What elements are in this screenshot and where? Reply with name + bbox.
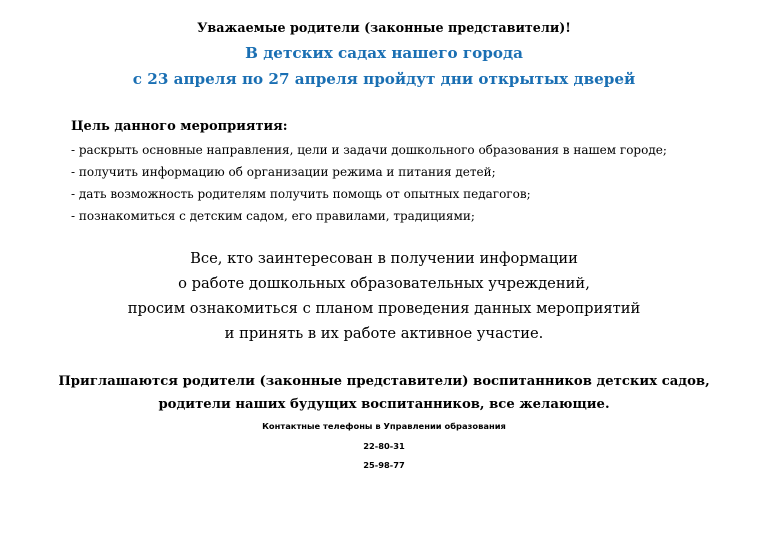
info-paragraph-line: и принять в их работе активное участие. — [224, 325, 544, 342]
contact-phone: 22-80-31 — [363, 441, 405, 451]
salutation-heading: Уважаемые родители (законные представители)! — [197, 20, 571, 35]
goal-title: Цель данного мероприятия: — [71, 119, 288, 134]
goal-list-item: - познакомиться с детским садом, его правилами, традициями; — [71, 209, 475, 223]
invitation-line: родители наших будущих воспитанников, все желающие. — [158, 397, 610, 412]
info-paragraph-line: Все, кто заинтересован в получении информации — [190, 250, 578, 267]
contacts-title: Контактные телефоны в Управлении образования — [262, 421, 506, 431]
goal-list-item: - дать возможность родителям получить помощь от опытных педагогов; — [71, 187, 531, 201]
contact-phone: 25-98-77 — [363, 460, 405, 470]
goal-list-item: - получить информацию об организации режима и питания детей; — [71, 165, 496, 179]
goal-list-item: - раскрыть основные направления, цели и задачи дошкольного образования в нашем городе; — [71, 143, 667, 157]
headline-line-1: В детских садах нашего города — [245, 44, 523, 62]
info-paragraph-line: просим ознакомиться с планом проведения данных мероприятий — [127, 300, 641, 317]
info-paragraph-line: о работе дошкольных образовательных учреждений, — [178, 275, 590, 292]
invitation-line: Приглашаются родители (законные представители) воспитанников детских садов, — [58, 374, 710, 389]
headline-line-2: с 23 апреля по 27 апреля пройдут дни открытых дверей — [132, 70, 636, 88]
